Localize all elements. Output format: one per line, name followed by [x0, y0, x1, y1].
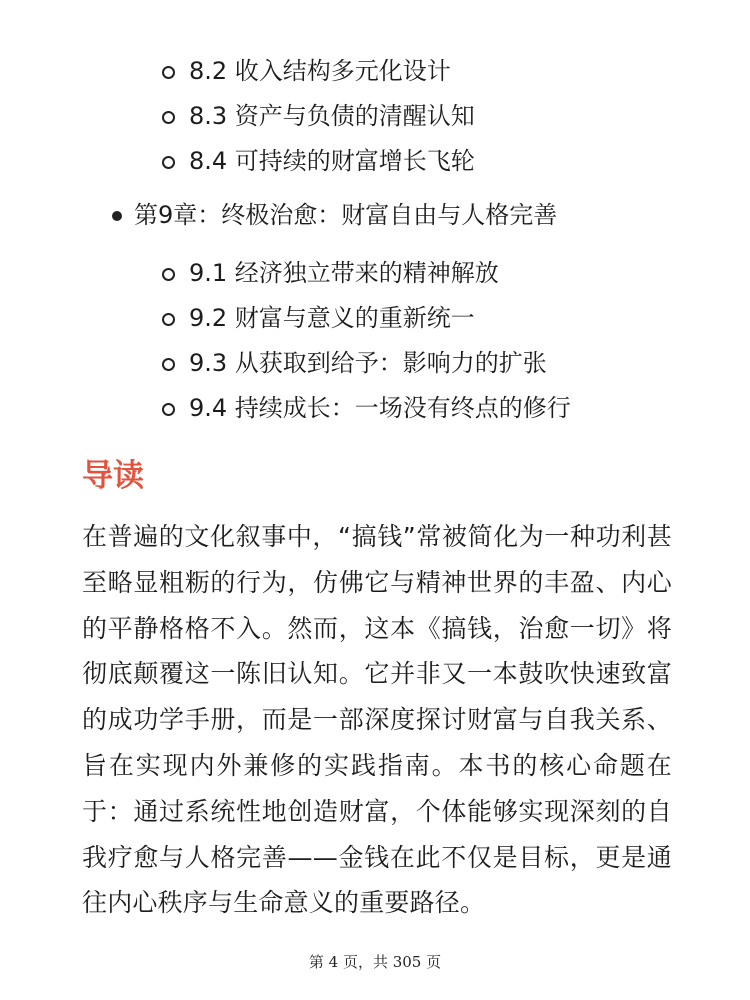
toc-item-label: 9.3 从获取到给予：影响力的扩张: [189, 349, 547, 377]
circle-bullet-icon: [162, 156, 175, 169]
toc-item-label: 8.2 收入结构多元化设计: [189, 57, 451, 85]
toc-item-label: 8.4 可持续的财富增长飞轮: [189, 147, 475, 175]
toc-item-label: 9.2 财富与意义的重新统一: [189, 304, 475, 332]
page-number-footer: 第 4 页，共 305 页: [308, 953, 442, 971]
disc-bullet-icon: [112, 211, 122, 221]
circle-bullet-icon: [162, 358, 175, 371]
intro-paragraph: 在普遍的文化叙事中，“搞钱”常被简化为一种功利甚至略显粗粝的行为，仿佛它与精神世界的丰盈、内心的平静格格不入。然而，这本《搞钱，治愈一切》将彻底颠覆这一陈旧认知。它并非又一本鼓吹快速致富的成功学手册，而是一部深度探讨财富与自我关系、旨在实现内外兼修的实践指南。本书的核心命题在于：通过系统性地创造财富，个体能够实现深刻的自我疗愈与人格完善——金钱在此不仅是目标，更是通往内心秩序与生命意义的重要路径。: [82, 522, 672, 918]
circle-bullet-icon: [162, 403, 175, 416]
toc-item-label: 9.1 经济独立带来的精神解放: [189, 259, 499, 287]
toc-item-label: 9.4 持续成长：一场没有终点的修行: [189, 394, 571, 422]
circle-bullet-icon: [162, 268, 175, 281]
section-heading: 导读: [82, 458, 144, 494]
toc-chapter-label: 第9章：终极治愈：财富自由与人格完善: [134, 201, 558, 229]
circle-bullet-icon: [162, 111, 175, 124]
circle-bullet-icon: [162, 313, 175, 326]
circle-bullet-icon: [162, 66, 175, 79]
toc-item-label: 8.3 资产与负债的清醒认知: [189, 102, 475, 130]
